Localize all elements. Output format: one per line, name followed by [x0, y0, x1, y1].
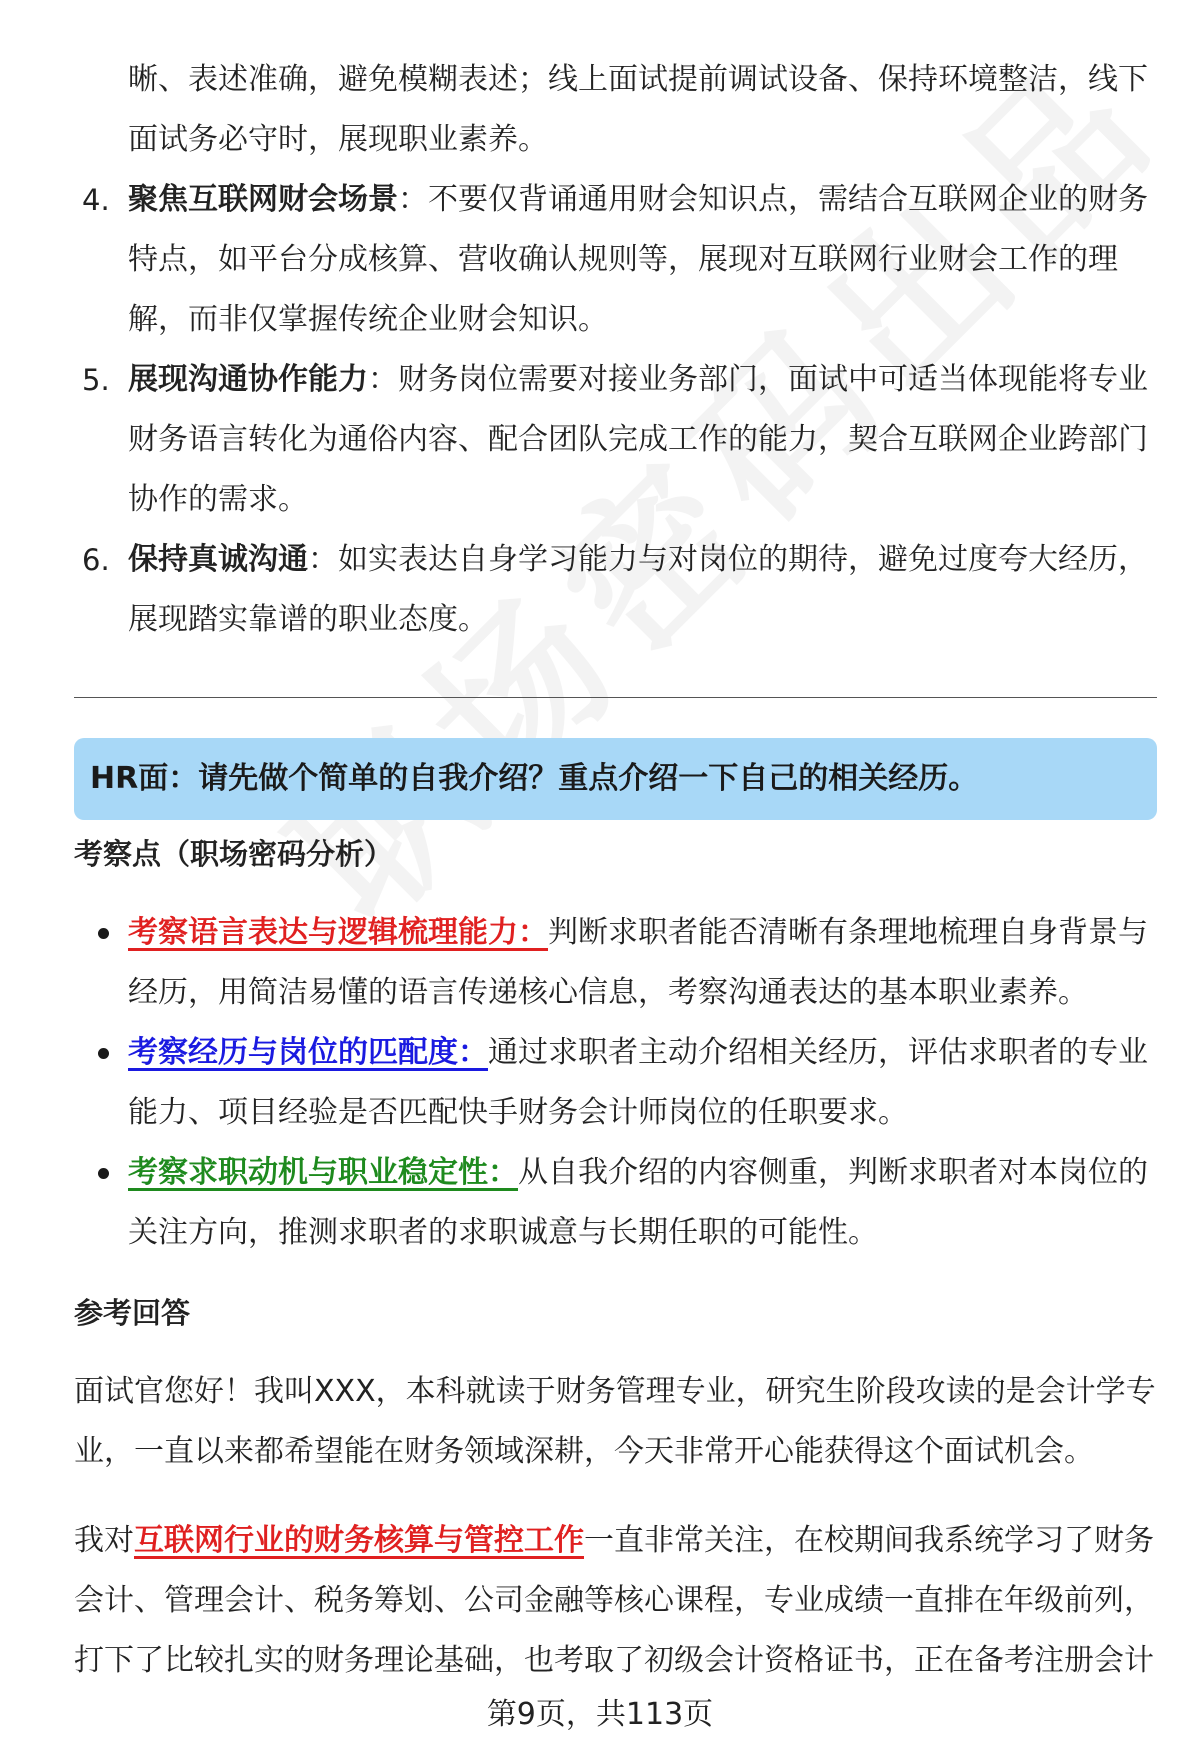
kaocha-line: [128, 1143, 1148, 1203]
kaocha-text: 通过求职者主动介绍相关经历，评估求职者的专业: [488, 1035, 1148, 1070]
continuation-line-2: 面试务必守时，展现职业素养。: [128, 122, 548, 157]
tip-number: 6.: [82, 543, 110, 577]
tip-title: 保持真诚沟通: [128, 542, 308, 577]
tip-line: 解，而非仅掌握传统企业财会知识。: [128, 302, 608, 337]
kaocha-line: 关注方向，推测求职者的求职诚意与长期任职的可能性。: [128, 1215, 878, 1250]
tip-text: ：如实表达自身学习能力与对岗位的期待，避免过度夸大经历，: [308, 542, 1148, 577]
continuation-line-1: 晰、表述准确，避免模糊表述；线上面试提前调试设备、保持环境整洁，线下: [128, 62, 1148, 97]
answer-line: 业，一直以来都希望能在财务领域深耕，今天非常开心能获得这个面试机会。: [74, 1434, 1094, 1469]
tip-line: [128, 170, 1148, 230]
answer-line: [74, 1511, 1154, 1571]
page-number: 第9页，共113页: [486, 1697, 714, 1732]
kaocha-line: 经历，用简洁易懂的语言传递核心信息，考察沟通表达的基本职业素养。: [128, 975, 1088, 1010]
answer-line: 打下了比较扎实的财务理论基础，也考取了初级会计资格证书，正在备考注册会计: [74, 1643, 1154, 1678]
kaocha-text: 判断求职者能否清晰有条理地梳理自身背景与: [548, 915, 1148, 950]
tip-line: 财务语言转化为通俗内容、配合团队完成工作的能力，契合互联网企业跨部门: [128, 422, 1148, 457]
section-divider: [74, 697, 1157, 698]
tip-number: 4.: [82, 183, 110, 217]
tip-line: 展现踏实靠谱的职业态度。: [128, 602, 488, 637]
bullet-dot: [98, 1048, 109, 1059]
question-box: [74, 738, 1157, 820]
kaocha-label: 考察经历与岗位的匹配度：: [128, 1035, 488, 1070]
kaocha-title: 考察点（职场密码分析）: [74, 837, 394, 871]
kaocha-text: 从自我介绍的内容侧重，判断求职者对本岗位的: [518, 1155, 1148, 1190]
kaocha-line: 能力、项目经验是否匹配快手财务会计师岗位的任职要求。: [128, 1095, 908, 1130]
tip-line: 特点，如平台分成核算、营收确认规则等，展现对互联网行业财会工作的理: [128, 242, 1118, 277]
tip-title: 聚焦互联网财会场景: [128, 182, 398, 217]
answer-title: 参考回答: [74, 1296, 191, 1330]
tip-number: 5.: [82, 363, 110, 397]
answer-highlight: 互联网行业的财务核算与管控工作: [134, 1523, 584, 1558]
tip-line: [128, 530, 1148, 590]
question-text: HR面：请先做个简单的自我介绍？重点介绍一下自己的相关经历。: [90, 761, 979, 796]
answer-text: 我对: [74, 1523, 134, 1558]
kaocha-label: 考察求职动机与职业稳定性：: [128, 1155, 518, 1190]
tip-line: 协作的需求。: [128, 482, 308, 517]
tip-text: ：不要仅背诵通用财会知识点，需结合互联网企业的财务: [398, 182, 1148, 217]
tip-text: ：财务岗位需要对接业务部门，面试中可适当体现能将专业: [368, 362, 1148, 397]
kaocha-line: [128, 1023, 1148, 1083]
bullet-dot: [98, 1168, 109, 1179]
answer-text: 一直非常关注，在校期间我系统学习了财务: [584, 1523, 1154, 1558]
answer-line: 会计、管理会计、税务筹划、公司金融等核心课程，专业成绩一直排在年级前列，: [74, 1583, 1154, 1618]
bullet-dot: [98, 928, 109, 939]
tip-line: [128, 350, 1148, 410]
answer-line: 面试官您好！我叫XXX，本科就读于财务管理专业，研究生阶段攻读的是会计学专: [74, 1374, 1156, 1409]
kaocha-label: 考察语言表达与逻辑梳理能力：: [128, 915, 548, 950]
tip-title: 展现沟通协作能力: [128, 362, 368, 397]
kaocha-line: [128, 903, 1148, 963]
